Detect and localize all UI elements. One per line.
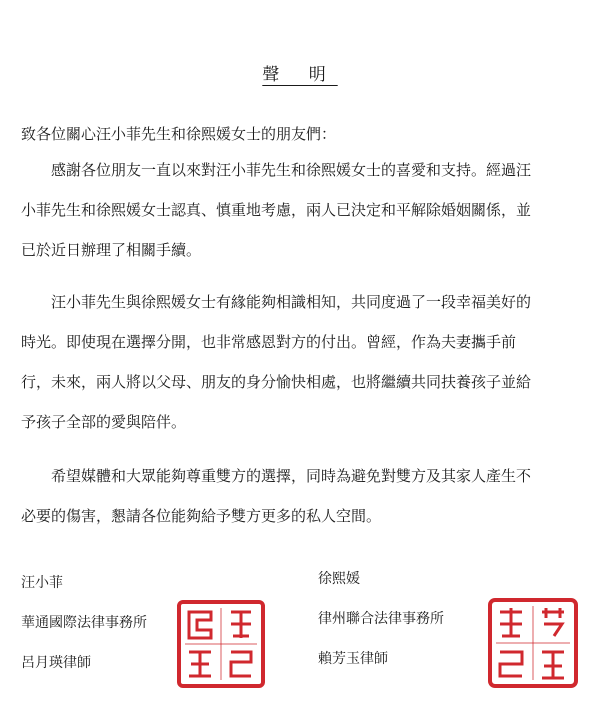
left-law-firm: 華通國際法律事務所 bbox=[21, 615, 147, 631]
right-lawyer-name: 賴芳玉律師 bbox=[318, 651, 388, 667]
paragraph-line: 已於近日辦理了相關手續。 bbox=[21, 241, 202, 259]
left-lawyer-name: 呂月瑛律師 bbox=[21, 655, 91, 671]
paragraph-line: 行，未來，兩人將以父母、朋友的身分愉快相處，也將繼續共同扶養孩子並給 bbox=[21, 373, 532, 391]
paragraph-line: 感謝各位朋友一直以來對汪小菲先生和徐熙媛女士的喜愛和支持。經過汪 bbox=[21, 161, 532, 179]
paragraph-2 bbox=[21, 282, 581, 442]
paragraph-line: 予孩子全部的愛與陪伴。 bbox=[21, 413, 187, 431]
paragraph-1 bbox=[21, 150, 581, 270]
right-lawyer-seal bbox=[486, 596, 580, 690]
greeting-line: 致各位關心汪小菲先生和徐熙媛女士的朋友們： bbox=[21, 125, 337, 143]
paragraph-3 bbox=[21, 456, 581, 536]
paragraph-line: 時光。即使現在選擇分開，也非常感恩對方的付出。曾經，作為夫妻攜手前 bbox=[21, 333, 517, 351]
paragraph-line: 必要的傷害，懇請各位能夠給予雙方更多的私人空間。 bbox=[21, 507, 382, 525]
right-law-firm: 律州聯合法律事務所 bbox=[318, 611, 444, 627]
document-title: 聲 明 bbox=[262, 65, 338, 85]
left-lawyer-seal bbox=[175, 598, 267, 690]
right-party-name: 徐熙媛 bbox=[318, 571, 360, 587]
paragraph-line: 小菲先生和徐熙媛女士認真、慎重地考慮，兩人已決定和平解除婚姻關係，並 bbox=[21, 201, 532, 219]
paragraph-line: 希望媒體和大眾能夠尊重雙方的選擇，同時為避免對雙方及其家人產生不 bbox=[21, 467, 532, 485]
left-party-name: 汪小菲 bbox=[21, 575, 63, 591]
paragraph-line: 汪小菲先生與徐熙媛女士有緣能夠相識相知，共同度過了一段幸福美好的 bbox=[21, 293, 532, 311]
